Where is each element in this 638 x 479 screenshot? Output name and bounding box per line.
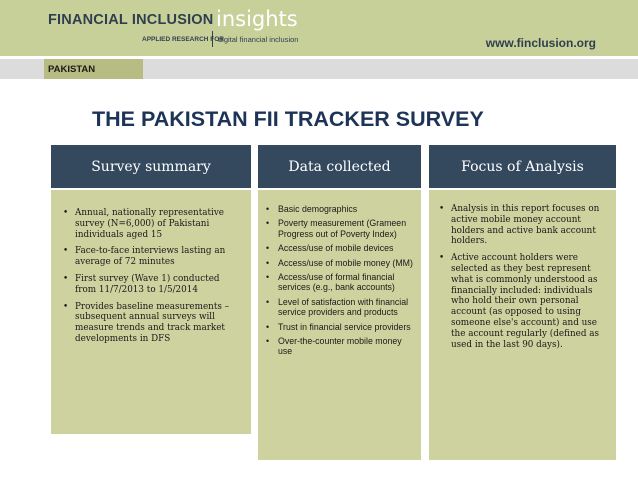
column-heading: Focus of Analysis <box>429 145 616 188</box>
list-item: • Access/use of mobile money (MM) <box>264 258 415 268</box>
bullet-list <box>258 190 421 357</box>
logo-main-text: FINANCIAL INCLUSION <box>48 12 214 28</box>
list-item: • Access/use of mobile devices <box>264 243 415 253</box>
list-item: • Level of satisfaction with financial service providers and products <box>264 297 415 318</box>
list-item: • First survey (Wave 1) conducted from 11/7/2013 to 1/5/2014 <box>61 274 243 296</box>
logo-tagline-prefix: APPLIED RESEARCH FOR <box>142 36 224 43</box>
logo-tagline-suffix: digital financial inclusion <box>218 35 299 44</box>
list-item: • Analysis in this report focuses on active mobile money account holders and active bank account holders. <box>437 204 608 247</box>
column-body <box>258 190 421 460</box>
logo-accent-text: insights <box>216 7 298 31</box>
bullet-list <box>51 190 251 345</box>
list-item: • Provides baseline measurements – subsequent annual surveys will measure trends and track market developments in DFS <box>61 302 243 345</box>
bullet-list <box>429 190 616 350</box>
list-item: • Basic demographics <box>264 204 415 214</box>
header-band <box>0 0 638 56</box>
list-item: • Over-the-counter mobile money use <box>264 336 415 357</box>
country-label: PAKISTAN <box>48 64 96 75</box>
column-body <box>429 190 616 460</box>
column-heading: Data collected <box>258 145 421 188</box>
list-item: • Active account holders were selected as they best represent what is commonly understood as financially included: individuals who hold their own personal account (as opposed to using someone else's account) and use the account regularly (defined as used in the last 90 days). <box>437 253 608 350</box>
list-item: • Trust in financial service providers <box>264 322 415 332</box>
column-body <box>51 190 251 434</box>
list-item: • Face-to-face interviews lasting an average of 72 minutes <box>61 246 243 268</box>
website-link[interactable]: www.finclusion.org <box>485 36 596 50</box>
list-item: • Access/use of formal financial services (e.g., bank accounts) <box>264 272 415 293</box>
page-title: THE PAKISTAN FII TRACKER SURVEY <box>92 107 484 131</box>
column-heading: Survey summary <box>51 145 251 188</box>
list-item: • Annual, nationally representative survey (N=6,000) of Pakistani individuals aged 15 <box>61 208 243 240</box>
list-item: • Poverty measurement (Grameen Progress out of Poverty Index) <box>264 218 415 239</box>
